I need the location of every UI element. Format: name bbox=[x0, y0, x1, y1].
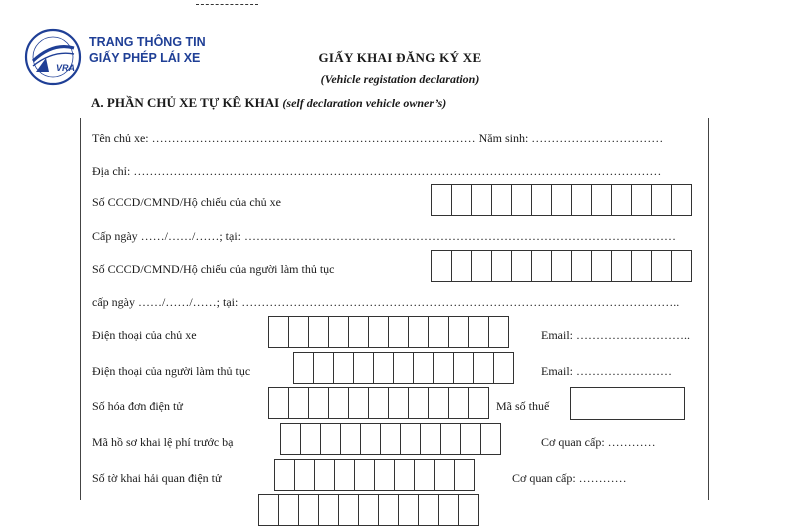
owner-id-boxes[interactable] bbox=[431, 184, 692, 216]
digit-box[interactable] bbox=[258, 494, 279, 526]
digit-box[interactable] bbox=[274, 459, 295, 491]
digit-box[interactable] bbox=[428, 387, 449, 419]
owner-phone-boxes[interactable] bbox=[268, 316, 509, 348]
digit-box[interactable] bbox=[451, 184, 472, 216]
digit-box[interactable] bbox=[278, 494, 299, 526]
digit-box[interactable] bbox=[611, 250, 632, 282]
owner-name-field[interactable]: Tên chủ xe: ……………………………………………………………………… Năm sinh: …………………………… bbox=[92, 131, 664, 145]
digit-box[interactable] bbox=[453, 352, 474, 384]
brand-line-1: TRANG THÔNG TIN bbox=[89, 35, 206, 49]
agent-id-boxes[interactable] bbox=[431, 250, 692, 282]
digit-box[interactable] bbox=[671, 184, 692, 216]
digit-box[interactable] bbox=[288, 316, 309, 348]
digit-box[interactable] bbox=[398, 494, 419, 526]
digit-box[interactable] bbox=[293, 352, 314, 384]
logo-mark-text: VRA bbox=[56, 63, 76, 73]
digit-box[interactable] bbox=[631, 250, 652, 282]
digit-box[interactable] bbox=[318, 494, 339, 526]
customs-boxes[interactable] bbox=[274, 459, 475, 491]
digit-box[interactable] bbox=[348, 387, 369, 419]
tax-code-label: Mã số thuế bbox=[496, 399, 550, 413]
digit-box[interactable] bbox=[511, 250, 532, 282]
digit-box[interactable] bbox=[360, 423, 381, 455]
digit-box[interactable] bbox=[320, 423, 341, 455]
section-a-heading bbox=[91, 95, 446, 111]
section-a-english: (self declaration vehicle owner’s) bbox=[282, 96, 447, 110]
digit-box[interactable] bbox=[531, 184, 552, 216]
digit-box[interactable] bbox=[651, 184, 672, 216]
digit-box[interactable] bbox=[298, 494, 319, 526]
digit-box[interactable] bbox=[338, 494, 359, 526]
digit-box[interactable] bbox=[551, 184, 572, 216]
invoice-boxes[interactable] bbox=[268, 387, 489, 419]
invoice-label: Số hóa đơn điện tử bbox=[92, 399, 183, 413]
digit-box[interactable] bbox=[374, 459, 395, 491]
digit-box[interactable] bbox=[448, 316, 469, 348]
digit-box[interactable] bbox=[353, 352, 374, 384]
digit-box[interactable] bbox=[314, 459, 335, 491]
digit-box[interactable] bbox=[454, 459, 475, 491]
digit-box[interactable] bbox=[380, 423, 401, 455]
owner-email-field[interactable]: Email: ……………………….. bbox=[541, 328, 690, 342]
digit-box[interactable] bbox=[333, 352, 354, 384]
digit-box[interactable] bbox=[480, 423, 501, 455]
digit-box[interactable] bbox=[354, 459, 375, 491]
digit-box[interactable] bbox=[413, 352, 434, 384]
digit-box[interactable] bbox=[313, 352, 334, 384]
digit-box[interactable] bbox=[358, 494, 379, 526]
fee-agency-field[interactable]: Cơ quan cấp: ………… bbox=[541, 435, 656, 449]
digit-box[interactable] bbox=[368, 316, 389, 348]
form-title: GIẤY KHAI ĐĂNG KÝ XE bbox=[318, 50, 482, 65]
brand-line-2: GIẤY PHÉP LÁI XE bbox=[89, 51, 201, 65]
digit-box[interactable] bbox=[431, 184, 452, 216]
digit-box[interactable] bbox=[308, 316, 329, 348]
digit-box[interactable] bbox=[458, 494, 479, 526]
digit-box[interactable] bbox=[631, 184, 652, 216]
fee-record-boxes[interactable] bbox=[280, 423, 501, 455]
customs-label: Số tờ khai hải quan điện tử bbox=[92, 471, 222, 485]
digit-box[interactable] bbox=[471, 250, 492, 282]
digit-box[interactable] bbox=[438, 494, 459, 526]
issue-date-field-2[interactable]: cấp ngày ……/……/……; tại: ……………………………………………………………………………………………….. bbox=[92, 295, 680, 309]
digit-box[interactable] bbox=[468, 316, 489, 348]
digit-box[interactable] bbox=[434, 459, 455, 491]
digit-box[interactable] bbox=[408, 316, 429, 348]
digit-box[interactable] bbox=[531, 250, 552, 282]
digit-box[interactable] bbox=[591, 184, 612, 216]
digit-box[interactable] bbox=[671, 250, 692, 282]
digit-box[interactable] bbox=[571, 184, 592, 216]
digit-box[interactable] bbox=[388, 387, 409, 419]
digit-box[interactable] bbox=[400, 423, 421, 455]
digit-box[interactable] bbox=[428, 316, 449, 348]
issue-date-field-1[interactable]: Cấp ngày ……/……/……; tại: ……………………………………………………………………………………………… bbox=[92, 229, 676, 243]
agent-phone-label: Điện thoại của người làm thủ tục bbox=[92, 364, 251, 378]
digit-box[interactable] bbox=[268, 316, 289, 348]
digit-box[interactable] bbox=[294, 459, 315, 491]
digit-box[interactable] bbox=[468, 387, 489, 419]
tax-code-input[interactable] bbox=[570, 387, 685, 420]
digit-box[interactable] bbox=[373, 352, 394, 384]
agent-phone-boxes[interactable] bbox=[293, 352, 514, 384]
digit-box[interactable] bbox=[388, 316, 409, 348]
agent-id-label: Số CCCD/CMND/Hộ chiếu của người làm thủ tục bbox=[92, 262, 335, 276]
digit-box[interactable] bbox=[551, 250, 572, 282]
customs-agency-field[interactable]: Cơ quan cấp: ………… bbox=[512, 471, 627, 485]
digit-box[interactable] bbox=[334, 459, 355, 491]
digit-box[interactable] bbox=[328, 387, 349, 419]
digit-box[interactable] bbox=[288, 387, 309, 419]
owner-phone-label: Điện thoại của chủ xe bbox=[92, 328, 197, 342]
digit-box[interactable] bbox=[378, 494, 399, 526]
digit-box[interactable] bbox=[611, 184, 632, 216]
digit-box[interactable] bbox=[420, 423, 441, 455]
digit-box[interactable] bbox=[300, 423, 321, 455]
form-frame-right-border bbox=[708, 118, 709, 500]
owner-id-label: Số CCCD/CMND/Hộ chiếu của chủ xe bbox=[92, 195, 281, 209]
digit-box[interactable] bbox=[488, 316, 509, 348]
digit-box[interactable] bbox=[394, 459, 415, 491]
digit-box[interactable] bbox=[308, 387, 329, 419]
digit-box[interactable] bbox=[451, 250, 472, 282]
top-dashed-rule bbox=[196, 4, 258, 5]
digit-box[interactable] bbox=[448, 387, 469, 419]
form-frame-left-border bbox=[80, 118, 81, 500]
digit-box[interactable] bbox=[340, 423, 361, 455]
digit-box[interactable] bbox=[280, 423, 301, 455]
form-subtitle: (Vehicle registation declaration) bbox=[320, 72, 480, 86]
digit-box[interactable] bbox=[408, 387, 429, 419]
digit-box[interactable] bbox=[368, 387, 389, 419]
digit-box[interactable] bbox=[328, 316, 349, 348]
next-row-boxes[interactable] bbox=[258, 494, 479, 526]
digit-box[interactable] bbox=[491, 184, 512, 216]
digit-box[interactable] bbox=[440, 423, 461, 455]
digit-box[interactable] bbox=[473, 352, 494, 384]
digit-box[interactable] bbox=[493, 352, 514, 384]
digit-box[interactable] bbox=[348, 316, 369, 348]
section-a-title: A. PHẦN CHỦ XE TỰ KÊ KHAI bbox=[91, 95, 280, 110]
digit-box[interactable] bbox=[418, 494, 439, 526]
digit-box[interactable] bbox=[511, 184, 532, 216]
digit-box[interactable] bbox=[651, 250, 672, 282]
digit-box[interactable] bbox=[460, 423, 481, 455]
digit-box[interactable] bbox=[414, 459, 435, 491]
digit-box[interactable] bbox=[471, 184, 492, 216]
address-field[interactable]: Địa chỉ: …………………………………………………………………………………………………………………… bbox=[92, 164, 662, 178]
fee-record-label: Mã hồ sơ khai lệ phí trước bạ bbox=[92, 435, 234, 449]
digit-box[interactable] bbox=[268, 387, 289, 419]
digit-box[interactable] bbox=[571, 250, 592, 282]
agent-email-field[interactable]: Email: …………………… bbox=[541, 364, 672, 378]
digit-box[interactable] bbox=[591, 250, 612, 282]
digit-box[interactable] bbox=[491, 250, 512, 282]
digit-box[interactable] bbox=[393, 352, 414, 384]
digit-box[interactable] bbox=[431, 250, 452, 282]
digit-box[interactable] bbox=[433, 352, 454, 384]
